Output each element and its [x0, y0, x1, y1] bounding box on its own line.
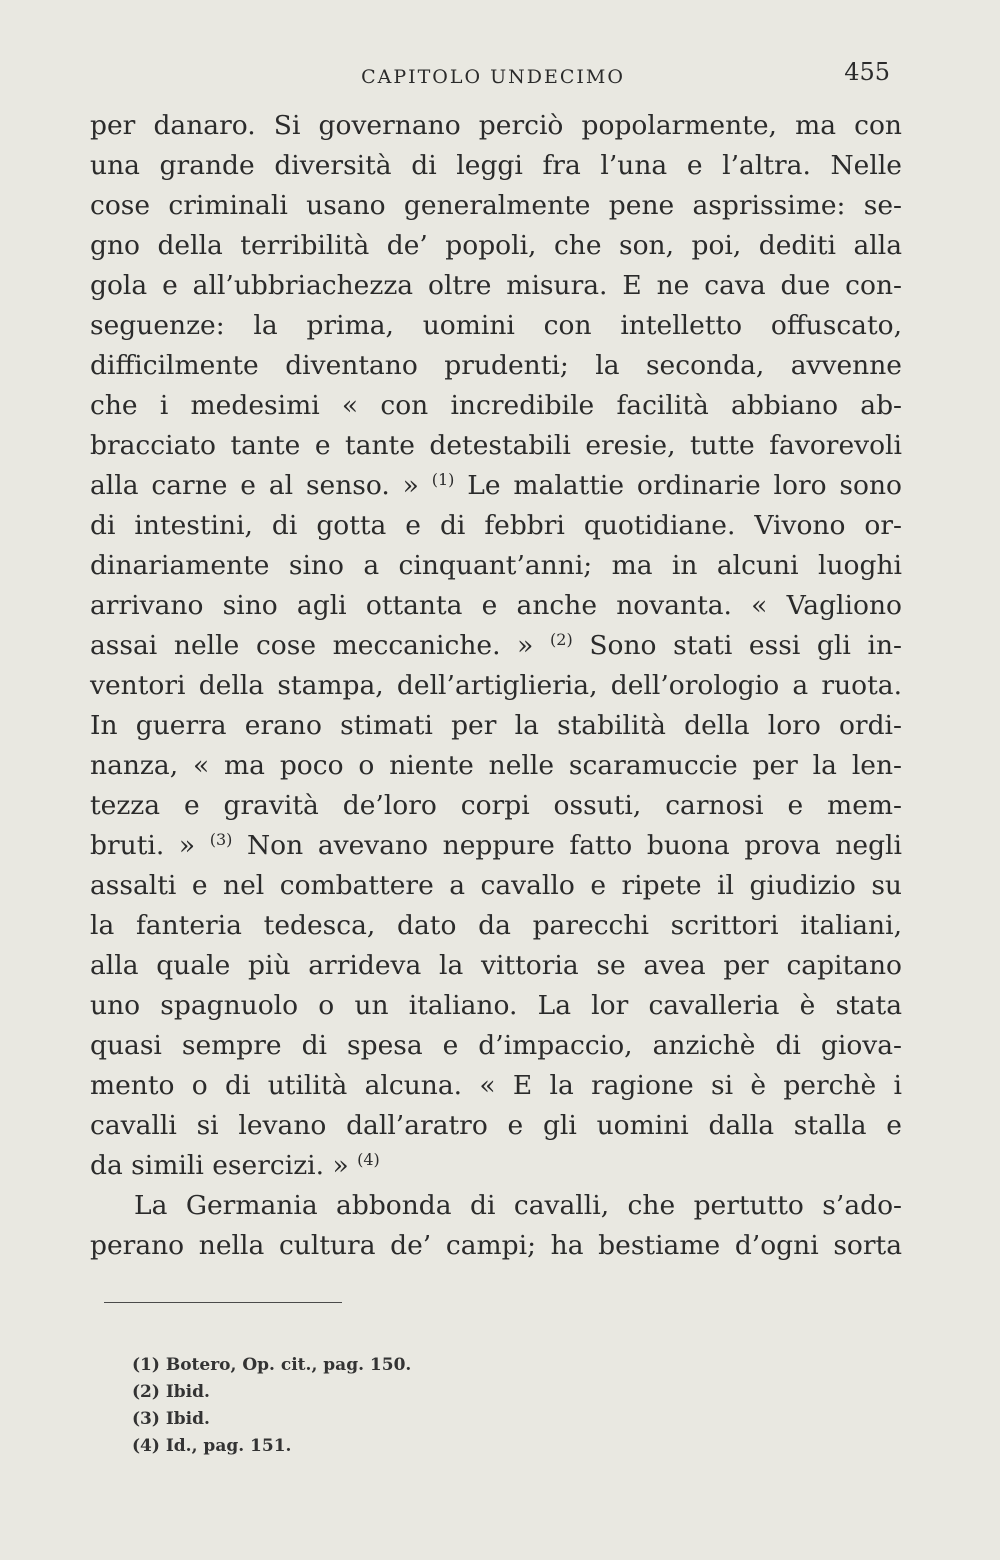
footnote-separator [104, 1302, 342, 1303]
text-line: mento o di utilità alcuna. « E la ragione si è perchè i [90, 1070, 902, 1101]
text-line: tezza e gravità de’loro corpi ossuti, carnosi e mem- [90, 790, 902, 821]
text-line: per danaro. Si governano perciò popolarmente, ma con [90, 110, 902, 141]
text-line: In guerra erano stimati per la stabilità della loro ordi- [90, 710, 902, 741]
text-line [90, 1146, 902, 1186]
text-segment: assai nelle cose meccaniche. » [90, 630, 534, 661]
text-line: uno spagnuolo o un italiano. La lor cavalleria è stata [90, 990, 902, 1021]
text-line: assalti e nel combattere a cavallo e ripete il giudizio su [90, 870, 902, 901]
footnote-ref-3[interactable]: (3) [209, 830, 233, 849]
text-line: bracciato tante e tante detestabili eresie, tutte favorevoli [90, 430, 902, 461]
text-segment: da simili esercizi. » [90, 1150, 349, 1181]
text-line [90, 626, 902, 666]
footnote-ref-1[interactable]: (1) [431, 470, 455, 489]
text-line: difficilmente diventano prudenti; la seconda, avvenne [90, 350, 902, 381]
text-segment: Le malattie ordinarie loro sono [454, 470, 902, 501]
text-line: ventori della stampa, dell’artiglieria, dell’orologio a ruota. [90, 670, 902, 701]
text-line: che i medesimi « con incredibile facilità abbiano ab- [90, 390, 902, 421]
text-line: seguenze: la prima, uomini con intelletto offuscato, [90, 310, 902, 341]
text-segment: bruti. » [90, 830, 196, 861]
page-number: 455 [844, 58, 890, 86]
footnote-ref-4[interactable]: (4) [357, 1150, 380, 1169]
text-line: alla quale più arrideva la vittoria se avea per capitano [90, 950, 902, 981]
footnote-4: (4) Id., pag. 151. [132, 1436, 292, 1456]
body-text [90, 106, 902, 1266]
text-line: perano nella cultura de’ campi; ha bestiame d’ogni sorta [90, 1230, 902, 1261]
paragraph-start-line: La Germania abbonda di cavalli, che pertutto s’ado- [134, 1190, 902, 1221]
footnote-ref-2[interactable]: (2) [550, 630, 573, 649]
text-line: cavalli si levano dall’aratro e gli uomini dalla stalla e [90, 1110, 902, 1141]
footnote-1: (1) Botero, Op. cit., pag. 150. [132, 1355, 412, 1375]
text-line: di intestini, di gotta e di febbri quotidiane. Vivono or- [90, 510, 902, 541]
text-segment: Non avevano neppure fatto buona prova negli [232, 830, 902, 861]
footnote-2: (2) Ibid. [132, 1382, 210, 1402]
text-line [90, 466, 902, 506]
text-segment: Sono stati essi gli in- [572, 630, 902, 661]
page-header [88, 58, 898, 98]
text-line: cose criminali usano generalmente pene asprissime: se- [90, 190, 902, 221]
text-line: quasi sempre di spesa e d’impaccio, anzichè di giova- [90, 1030, 902, 1061]
text-line: gno della terribilità de’ popoli, che son, poi, dediti alla [90, 230, 902, 261]
text-segment: alla carne e al senso. » [90, 470, 419, 501]
text-line: una grande diversità di leggi fra l’una e l’altra. Nelle [90, 150, 902, 181]
text-line: gola e all’ubbriachezza oltre misura. E ne cava due con- [90, 270, 902, 301]
running-title: CAPITOLO UNDECIMO [361, 66, 625, 88]
footnotes [132, 1352, 832, 1460]
text-line: dinariamente sino a cinquant’anni; ma in alcuni luoghi [90, 550, 902, 581]
footnote-3: (3) Ibid. [132, 1409, 210, 1429]
text-line: arrivano sino agli ottanta e anche novanta. « Vagliono [90, 590, 902, 621]
text-line: nanza, « ma poco o niente nelle scaramuccie per la len- [90, 750, 902, 781]
text-line [90, 826, 902, 866]
text-line: la fanteria tedesca, dato da parecchi scrittori italiani, [90, 910, 902, 941]
